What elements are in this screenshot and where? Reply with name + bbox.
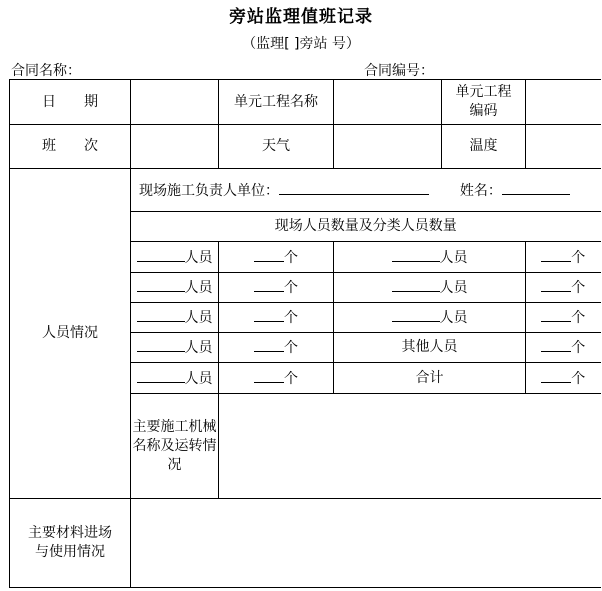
unit-name-value-cell[interactable] <box>334 80 442 125</box>
person-type-blank[interactable] <box>137 368 185 383</box>
person-count-blank[interactable] <box>254 307 284 322</box>
count-suffix: 个 <box>284 280 298 296</box>
person-count-cell <box>526 242 601 273</box>
person-count-cell <box>219 363 334 394</box>
person-count-blank[interactable] <box>254 247 284 262</box>
person-count-cell <box>219 333 334 363</box>
weather-value-cell[interactable] <box>334 125 442 169</box>
count-suffix: 个 <box>284 249 298 266</box>
responsible-unit-label: 现场施工负责人单位： <box>139 182 279 199</box>
person-suffix: 人员 <box>439 310 468 326</box>
total-label: 合计 <box>334 363 526 394</box>
person-type-blank[interactable] <box>392 247 440 262</box>
person-count-cell <box>526 303 601 333</box>
person-count-cell <box>526 333 601 363</box>
contract-name-label: 合同名称： <box>11 63 81 79</box>
person-type-cell <box>334 242 526 273</box>
person-suffix: 人员 <box>184 340 213 356</box>
shift-value-cell[interactable] <box>131 125 219 169</box>
person-suffix: 人员 <box>184 249 213 266</box>
person-count-blank[interactable] <box>254 337 284 352</box>
weather-label: 天气 <box>219 125 334 169</box>
personnel-counts-header: 现场人员数量及分类人员数量 <box>131 212 601 242</box>
machinery-content-cell[interactable] <box>219 394 601 499</box>
count-suffix: 个 <box>284 310 298 326</box>
person-count-blank[interactable] <box>541 307 571 322</box>
person-type-blank[interactable] <box>137 337 185 352</box>
person-count-blank[interactable] <box>254 277 284 292</box>
person-count-blank[interactable] <box>541 277 571 292</box>
count-suffix: 个 <box>284 370 298 387</box>
contract-number-label: 合同编号： <box>364 63 434 79</box>
count-suffix: 个 <box>571 340 586 356</box>
count-suffix: 个 <box>284 340 298 356</box>
materials-label-line1: 主要材料进场 <box>28 525 112 541</box>
person-suffix: 人员 <box>184 280 213 296</box>
person-suffix: 人员 <box>439 249 468 266</box>
machinery-label-line3: 况 <box>167 456 182 473</box>
person-type-blank[interactable] <box>392 277 440 292</box>
person-suffix: 人员 <box>439 280 468 296</box>
count-suffix: 个 <box>571 249 586 266</box>
materials-label-line2: 与使用情况 <box>35 544 105 560</box>
person-type-cell <box>334 303 526 333</box>
person-count-cell <box>219 273 334 303</box>
unit-name-label: 单元工程名称 <box>219 80 334 125</box>
responsible-unit-row <box>131 169 601 212</box>
responsible-unit-blank[interactable] <box>279 180 429 195</box>
person-count-cell <box>219 303 334 333</box>
temperature-value-cell[interactable] <box>526 125 601 169</box>
temperature-label: 温度 <box>442 125 526 169</box>
person-count-cell <box>526 363 601 394</box>
unit-code-value-cell[interactable] <box>526 80 601 125</box>
count-suffix: 个 <box>571 310 586 326</box>
materials-content-cell[interactable] <box>131 499 601 588</box>
unit-code-label <box>442 80 526 125</box>
person-type-cell <box>131 363 219 394</box>
form-subtitle: （监理[ ]旁站 号） <box>242 36 360 52</box>
other-count-blank[interactable] <box>541 337 571 352</box>
materials-label <box>10 499 131 588</box>
date-value-cell[interactable] <box>131 80 219 125</box>
person-type-cell <box>131 273 219 303</box>
person-count-cell <box>219 242 334 273</box>
person-count-blank[interactable] <box>254 368 284 383</box>
name-label: 姓名： <box>459 182 502 199</box>
person-count-cell <box>526 273 601 303</box>
person-type-blank[interactable] <box>137 307 185 322</box>
person-type-cell <box>334 273 526 303</box>
machinery-label-line2: 名称及运转情 <box>132 437 217 454</box>
machinery-label <box>131 394 219 499</box>
person-type-blank[interactable] <box>392 307 440 322</box>
form-title: 旁站监理值班记录 <box>229 7 373 27</box>
total-count-blank[interactable] <box>541 368 571 383</box>
unit-code-label-line2: 编码 <box>469 103 498 119</box>
personnel-section-label: 人员情况 <box>10 169 131 499</box>
shift-label: 班 次 <box>10 125 131 169</box>
count-suffix: 个 <box>571 370 586 387</box>
date-label: 日 期 <box>10 80 131 125</box>
person-type-cell <box>131 303 219 333</box>
machinery-label-line1: 主要施工机械 <box>132 418 217 435</box>
person-type-blank[interactable] <box>137 247 185 262</box>
person-suffix: 人员 <box>184 370 213 387</box>
other-personnel-label: 其他人员 <box>334 333 526 363</box>
person-type-cell <box>131 242 219 273</box>
person-type-cell <box>131 333 219 363</box>
person-count-blank[interactable] <box>541 247 571 262</box>
count-suffix: 个 <box>571 280 586 296</box>
person-type-blank[interactable] <box>137 277 185 292</box>
unit-code-label-line1: 单元工程 <box>455 84 512 100</box>
name-blank[interactable] <box>502 180 570 195</box>
record-table <box>9 79 601 588</box>
person-suffix: 人员 <box>184 310 213 326</box>
